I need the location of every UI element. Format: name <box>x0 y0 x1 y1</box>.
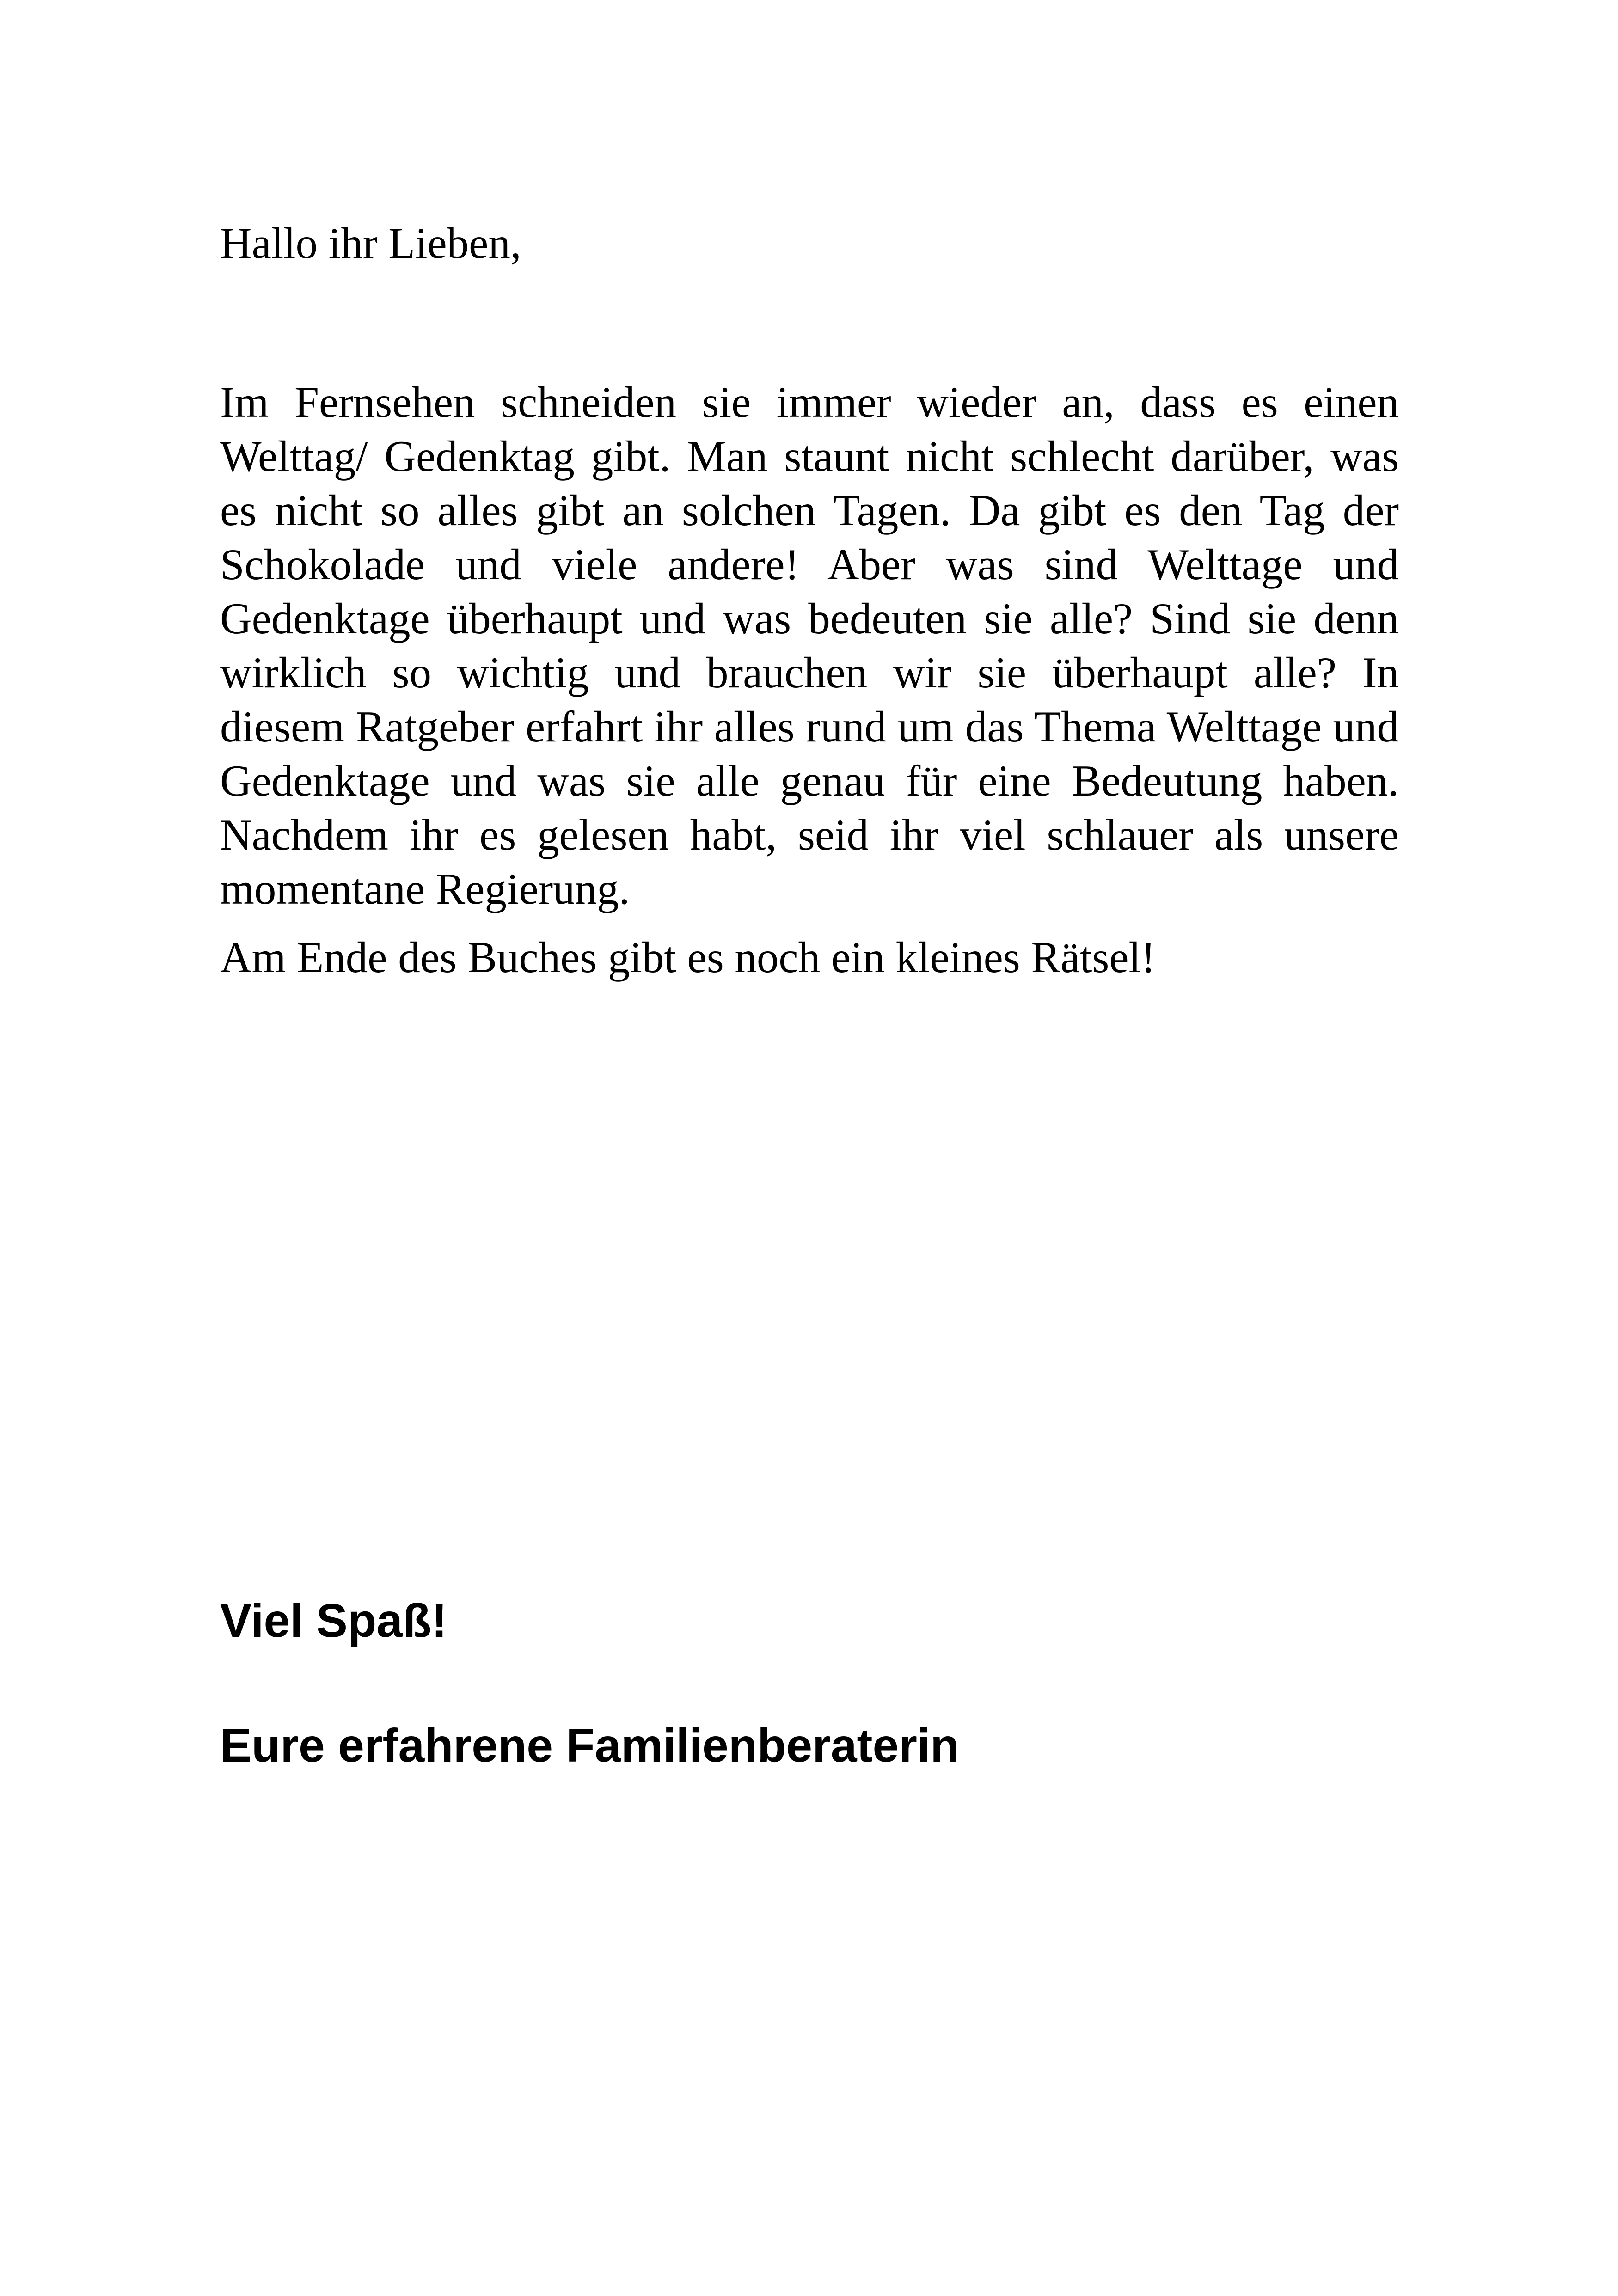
greeting-text: Hallo ihr Lieben, <box>220 219 521 268</box>
body-paragraph: Im Fernsehen schneiden sie immer wieder an, dass es einen Welttag/ Gedenktag gibt. Man staunt nicht schlecht darüber, was es nicht so alles gibt an solchen Tagen. Da gibt es den Tag der Schokolade und viele andere! Aber was sind Welttage und Gedenktage überhaupt und was bedeuten sie alle? Sind sie denn wirklich so wichtig und brauchen wir sie überhaupt alle? In diesem Ratgeber erfahrt ihr alles rund um das Thema Welttage und Gedenktage und was sie alle genau für eine Bedeutung haben. Nachdem ihr es gelesen habt, seid ihr viel schlauer als unsere momentane Regierung. <box>220 378 1399 913</box>
signature-heading: Eure erfahrene Familienberaterin <box>220 1719 959 1772</box>
wish-heading: Viel Spaß! <box>220 1594 447 1647</box>
closing-note: Am Ende des Buches gibt es noch ein kleines Rätsel! <box>220 933 1156 982</box>
